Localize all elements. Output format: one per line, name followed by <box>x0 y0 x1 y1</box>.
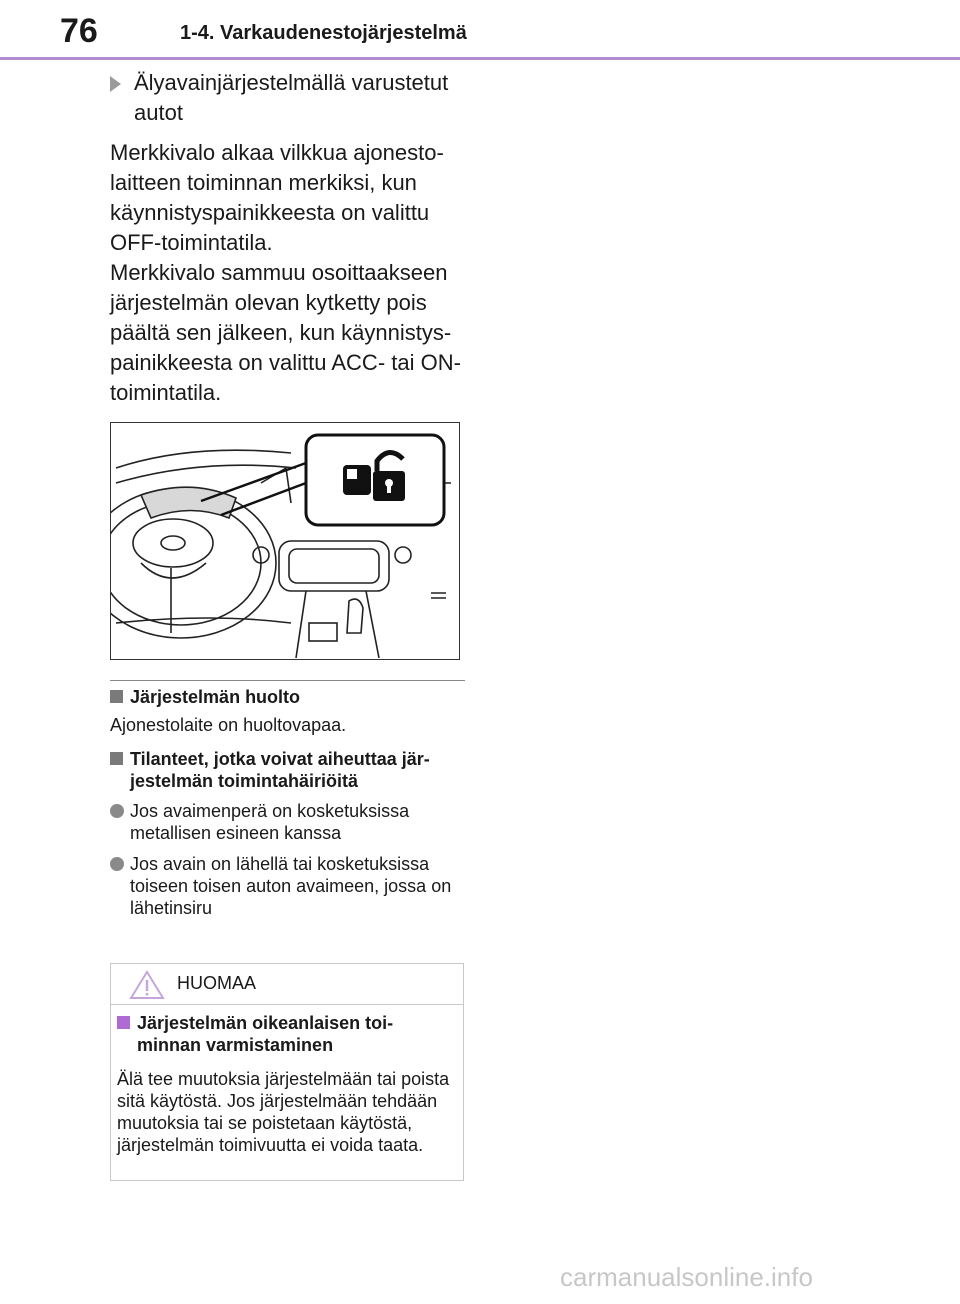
sub-heading <box>110 68 494 128</box>
list-item <box>110 800 475 844</box>
square-bullet-icon <box>117 1016 130 1029</box>
notice-heading-text: Järjestelmän oikeanlaisen toi- minnan varmistaminen <box>137 1013 394 1055</box>
page-header <box>0 0 960 62</box>
notice-header <box>111 964 463 1005</box>
dashboard-illustration <box>110 422 460 660</box>
page-number: 76 <box>60 12 98 50</box>
dashboard-drawing <box>111 423 458 658</box>
notice-text: Älä tee muutoksia järjestelmään tai poista sitä käytöstä. Jos järjestelmään tehdään muutoksia tai se poistetaan käytöstä, järjestelmän toimivuutta ei voida taata. <box>117 1069 450 1155</box>
paragraph-2: Merkkivalo sammuu osoittaakseen järjestelmän olevan kytketty pois päältä sen jälkeen, kun käynnistys- painikkeesta on valittu ACC- tai ON-toimintatila. <box>110 260 461 405</box>
maintenance-heading-text: Järjestelmän huolto <box>130 687 301 707</box>
header-rule <box>0 57 960 60</box>
maintenance-heading <box>110 686 475 708</box>
notice-heading <box>117 1012 457 1056</box>
maintenance-text: Ajonestolaite on huoltovapaa. <box>110 715 347 735</box>
section-title: 1-4. Varkaudenestojärjestelmä <box>180 22 467 44</box>
sub-heading-text: Älyavainjärjestelmällä varustetut autot <box>134 70 449 125</box>
bullet-text: Jos avaimenperä on kosketuksissa metallisen esineen kanssa <box>130 801 410 843</box>
notice-box <box>110 963 464 1181</box>
round-bullet-icon <box>110 857 124 871</box>
bullet-text: Jos avain on lähellä tai kosketuksissa toiseen toisen auton avaimeen, jossa on lähetinsiru <box>130 854 452 918</box>
paragraph-1: Merkkivalo alkaa vilkkua ajonesto- laitteen toiminnan merkiksi, kun käynnistyspainikkeesta on valittu OFF-toimintatila. <box>110 140 444 255</box>
watermark-text: carmanualsonline.info <box>560 1262 813 1292</box>
notice-label: HUOMAA <box>177 973 257 993</box>
triangle-bullet-icon <box>110 76 121 92</box>
round-bullet-icon <box>110 804 124 818</box>
malfunction-heading-text: Tilanteet, jotka voivat aiheuttaa jär- jestelmän toimintahäiriöitä <box>130 749 430 791</box>
main-paragraph <box>110 138 470 408</box>
square-bullet-icon <box>110 690 123 703</box>
square-bullet-icon <box>110 752 123 765</box>
section-divider <box>110 680 465 681</box>
malfunction-heading <box>110 748 475 792</box>
list-item <box>110 853 475 919</box>
warning-triangle-icon <box>129 970 165 1000</box>
